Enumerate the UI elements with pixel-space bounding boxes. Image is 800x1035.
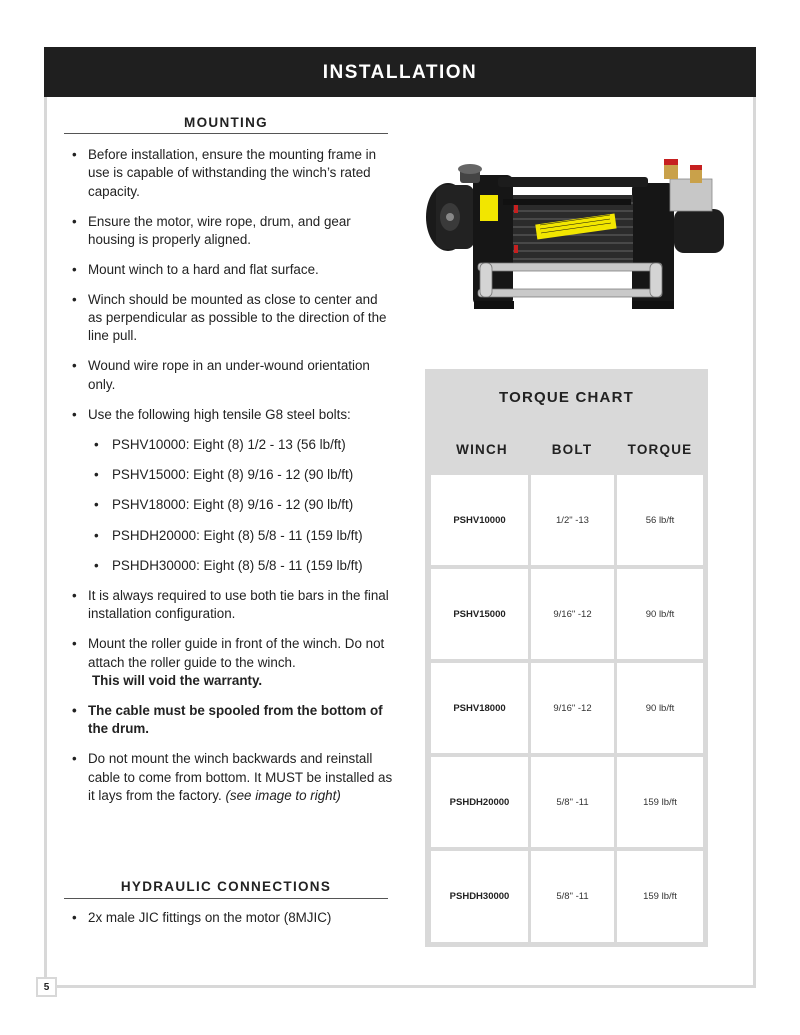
table-cell: PSHDH20000 bbox=[431, 757, 528, 847]
list-item: • Ensure the motor, wire rope, drum, and gear housing is properly aligned. bbox=[64, 213, 394, 250]
torque-chart-title: TORQUE CHART bbox=[499, 389, 634, 406]
column-header: TORQUE bbox=[627, 442, 693, 457]
bolt-item: • PSHDH20000: Eight (8) 5/8 - 11 (159 lb/ft) bbox=[64, 527, 394, 545]
column-header: WINCH bbox=[456, 442, 508, 457]
list-item: • Mount winch to a hard and flat surface. bbox=[64, 261, 394, 279]
bolt-item: • PSHV15000: Eight (8) 9/16 - 12 (90 lb/ft) bbox=[64, 466, 394, 484]
table-cell: 159 lb/ft bbox=[617, 757, 703, 847]
hydraulic-heading: HYDRAULIC CONNECTIONS bbox=[120, 879, 332, 894]
list-item: • Winch should be mounted as close to center and as perpendicular as possible to the direction of the line pull. bbox=[64, 291, 394, 346]
table-cell: PSHV10000 bbox=[431, 475, 528, 565]
table-cell: PSHV15000 bbox=[431, 569, 528, 659]
table-cell: 90 lb/ft bbox=[617, 663, 703, 753]
hydraulic-divider bbox=[64, 898, 388, 899]
page-number: 5 bbox=[36, 977, 57, 997]
list-item: • Before installation, ensure the mounting frame in use is capable of withstanding the winch’s rated capacity. bbox=[64, 146, 394, 201]
spool-warning: • The cable must be spooled from the bottom of the drum. bbox=[64, 702, 394, 739]
bolt-item: • PSHV18000: Eight (8) 9/16 - 12 (90 lb/ft) bbox=[64, 496, 394, 514]
roller-guide-text: Mount the roller guide in front of the winch. Do not attach the roller guide to the winch. bbox=[88, 636, 385, 670]
table-cell: 9/16" -12 bbox=[531, 569, 614, 659]
hydraulic-list bbox=[64, 909, 394, 927]
warranty-warning: This will void the warranty. bbox=[92, 673, 263, 689]
table-cell: 9/16" -12 bbox=[531, 663, 614, 753]
torque-chart bbox=[425, 369, 708, 947]
table-cell: 56 lb/ft bbox=[617, 475, 703, 565]
table-cell: 5/8" -11 bbox=[531, 757, 614, 847]
list-item: • Wound wire rope in an under-wound orientation only. bbox=[64, 357, 394, 394]
list-item: • Use the following high tensile G8 steel bolts: bbox=[64, 406, 394, 424]
bolt-item: • PSHV10000: Eight (8) 1/2 - 13 (56 lb/ft) bbox=[64, 436, 394, 454]
table-cell: PSHDH30000 bbox=[431, 851, 528, 942]
bolt-item: • PSHDH30000: Eight (8) 5/8 - 11 (159 lb/ft) bbox=[64, 557, 394, 575]
list-item: • It is always required to use both tie bars in the final installation configuration. bbox=[64, 587, 394, 624]
mounting-divider bbox=[64, 133, 388, 134]
table-cell: 1/2" -13 bbox=[531, 475, 614, 565]
mounting-heading: MOUNTING bbox=[184, 115, 268, 130]
mounting-list bbox=[64, 146, 394, 817]
table-cell: 5/8" -11 bbox=[531, 851, 614, 942]
list-item bbox=[64, 635, 394, 690]
winch-image bbox=[418, 155, 730, 325]
table-cell: 90 lb/ft bbox=[617, 569, 703, 659]
table-cell: 159 lb/ft bbox=[617, 851, 703, 942]
list-item: • 2x male JIC fittings on the motor (8MJIC) bbox=[64, 909, 394, 927]
column-header: BOLT bbox=[551, 442, 593, 457]
image-reference-note: (see image to right) bbox=[225, 787, 341, 803]
backwards-text: Do not mount the winch backwards and reinstall cable to come from bottom. It MUST be installed as it lays from the factory. bbox=[88, 751, 393, 803]
list-item bbox=[64, 750, 394, 805]
table-cell: PSHV18000 bbox=[431, 663, 528, 753]
page-title: INSTALLATION bbox=[44, 47, 756, 97]
